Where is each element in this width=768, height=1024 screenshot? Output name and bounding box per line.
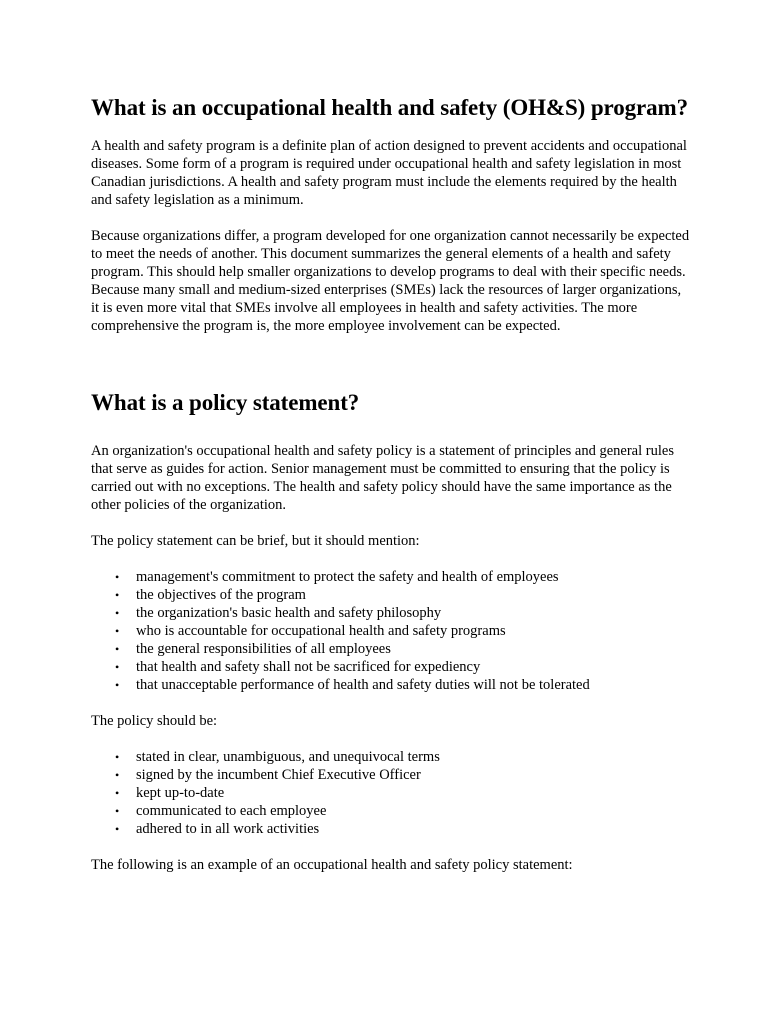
bullet-icon: • [115, 768, 120, 782]
list-item: • the objectives of the program [115, 587, 306, 603]
bullet-icon: • [115, 750, 120, 764]
paragraph: A health and safety program is a definite plan of action designed to prevent accidents and occupational diseases. Some form of a program is required under occupational health and safety legislation in most Canadian jurisdictions. A health and safety program must include the elements required by the health and safety legislation as a minimum. [91, 138, 687, 208]
bullet-list-should-be [91, 748, 691, 838]
bullet-list-mention [91, 568, 691, 694]
section-heading-policy-statement: What is a policy statement? [91, 390, 360, 415]
bullet-icon: • [115, 786, 120, 800]
list-lead-should-be: The policy should be: [91, 713, 218, 729]
list-item: • management's commitment to protect the safety and health of employees [115, 569, 559, 585]
list-item: • kept up-to-date [115, 785, 225, 801]
paragraph-closing: The following is an example of an occupational health and safety policy statement: [91, 857, 573, 873]
section-heading-ohs-program: What is an occupational health and safety (OH&S) program? [91, 95, 689, 120]
bullet-icon: • [115, 570, 120, 584]
bullet-icon: • [115, 606, 120, 620]
list-item: • that health and safety shall not be sacrificed for expediency [115, 659, 481, 675]
bullet-icon: • [115, 660, 120, 674]
list-item: • communicated to each employee [115, 803, 327, 819]
paragraph: An organization's occupational health and safety policy is a statement of principles and general rules that serve as guides for action. Senior management must be committed to ensuring that the policy is carried out with no exceptions. The health and safety policy should have the same importance as the other policies of the organization. [91, 443, 674, 513]
document-page [91, 88, 691, 874]
list-item: • signed by the incumbent Chief Executive Officer [115, 767, 421, 783]
bullet-icon: • [115, 678, 120, 692]
bullet-icon: • [115, 822, 120, 836]
paragraph: Because organizations differ, a program developed for one organization cannot necessarily be expected to meet the needs of another. This document summarizes the general elements of a health and safety program. This should help smaller organizations to develop programs to deal with their specific needs. Because many small and medium-sized enterprises (SMEs) lack the resources of larger organizations, it is even more vital that SMEs involve all employees in health and safety activities. The more comprehensive the program is, the more employee involvement can be expected. [91, 228, 690, 334]
list-item: • who is accountable for occupational health and safety programs [115, 623, 506, 639]
list-item: • stated in clear, unambiguous, and unequivocal terms [115, 749, 440, 765]
list-item: • the general responsibilities of all employees [115, 641, 391, 657]
list-item: • that unacceptable performance of health and safety duties will not be tolerated [115, 677, 590, 693]
list-item: • adhered to in all work activities [115, 821, 320, 837]
bullet-icon: • [115, 642, 120, 656]
bullet-icon: • [115, 588, 120, 602]
list-lead-mention: The policy statement can be brief, but it should mention: [91, 533, 420, 549]
bullet-icon: • [115, 624, 120, 638]
list-item: • the organization's basic health and safety philosophy [115, 605, 442, 621]
bullet-icon: • [115, 804, 120, 818]
